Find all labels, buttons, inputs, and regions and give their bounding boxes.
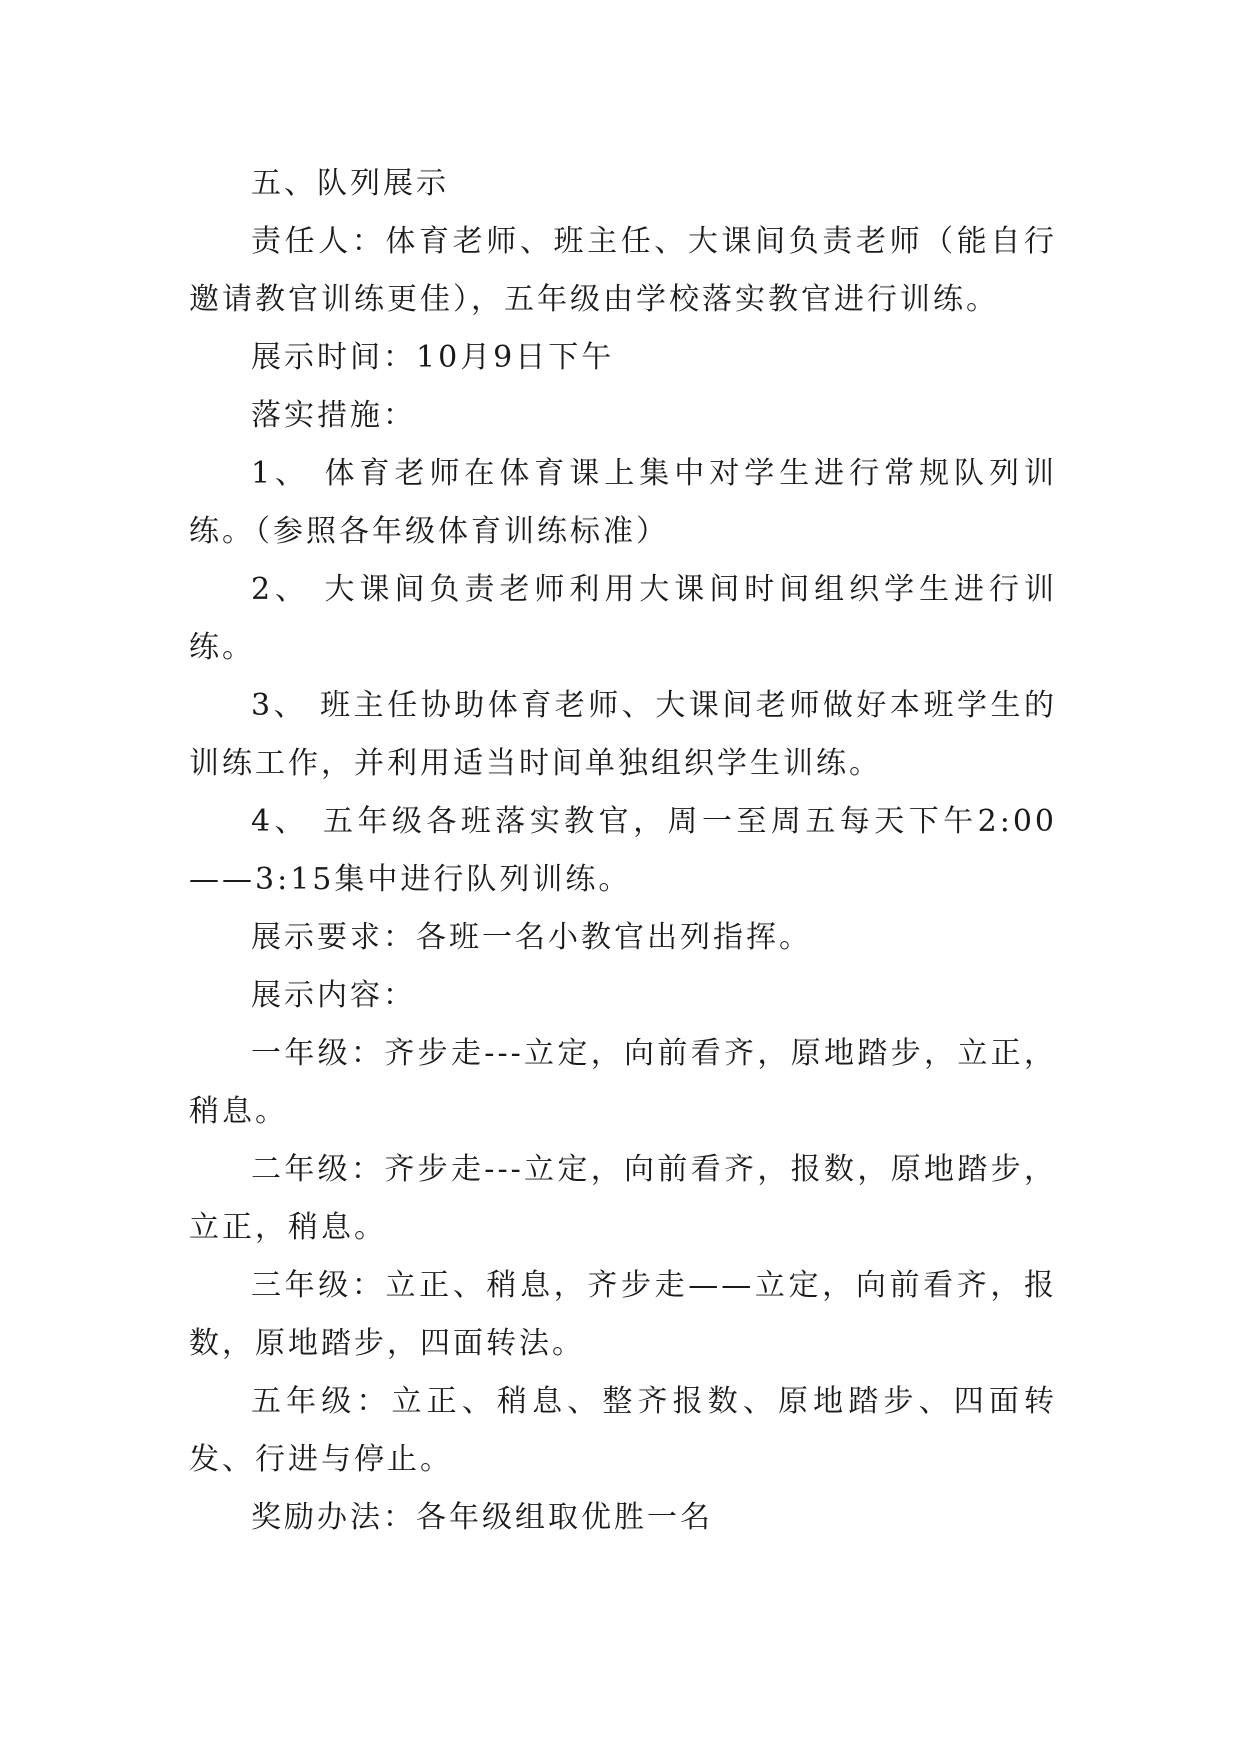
measures-heading: 落实措施：	[251, 398, 416, 433]
responsible-person-paragraph: 责任人：体育老师、班主任、大课间负责老师（能自行邀请教官训练更佳），五年级由学校落实教官进行训练。	[189, 224, 1057, 317]
display-content-heading: 展示内容：	[251, 978, 416, 1013]
measure-item-1: 1、 体育老师在体育课上集中对学生进行常规队列训练。（参照各年级体育训练标准）	[189, 456, 1057, 549]
reward-paragraph: 奖励办法：各年级组取优胜一名	[251, 1500, 713, 1535]
grade-1-content: 一年级：齐步走---立定，向前看齐，原地踏步，立正，稍息。	[189, 1036, 1057, 1129]
grade-3-content: 三年级：立正、稍息，齐步走——立定，向前看齐，报数，原地踏步，四面转法。	[189, 1268, 1057, 1361]
measure-item-3: 3、 班主任协助体育老师、大课间老师做好本班学生的训练工作，并利用适当时间单独组织学生训练。	[189, 688, 1057, 781]
grade-2-content: 二年级：齐步走---立定，向前看齐，报数，原地踏步，立正，稍息。	[189, 1152, 1057, 1245]
section-heading: 五、队列展示	[251, 166, 449, 201]
measure-item-2: 2、 大课间负责老师利用大课间时间组织学生进行训练。	[189, 572, 1057, 665]
display-requirement-paragraph: 展示要求：各班一名小教官出列指挥。	[251, 920, 812, 955]
grade-5-content: 五年级：立正、稍息、整齐报数、原地踏步、四面转发、行进与停止。	[189, 1384, 1057, 1477]
measure-item-4: 4、 五年级各班落实教官，周一至周五每天下午2:00——3:15集中进行队列训练。	[189, 804, 1057, 897]
document-body	[189, 155, 1057, 1547]
display-time-paragraph: 展示时间：10月9日下午	[251, 340, 615, 375]
